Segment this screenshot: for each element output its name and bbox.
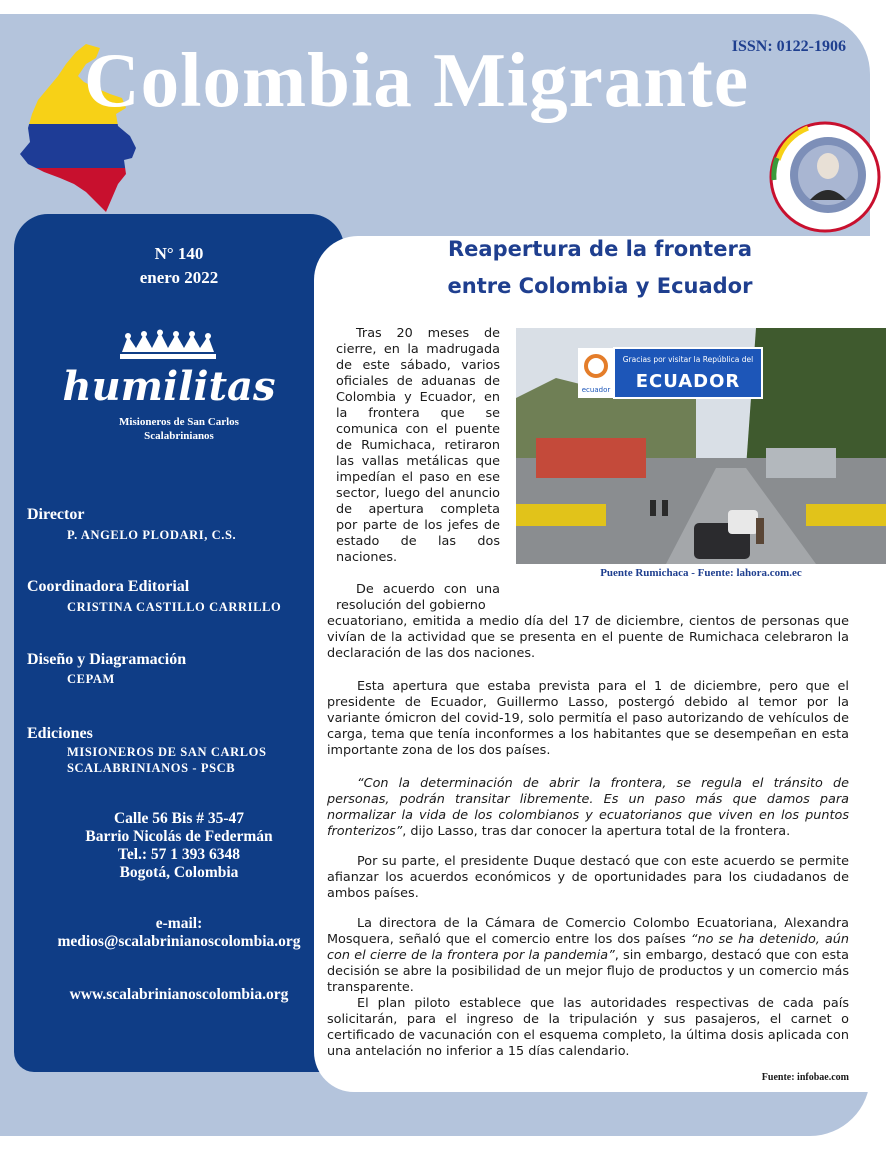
editor-name: CRISTINA CASTILLO CARRILLO xyxy=(67,600,282,614)
lasso-quote: “Con la determinación de abrir la frontera, se regula el tránsito de personas, podrán transitar libremente. Es un paso más que damos para normalizar la vida de los colombianos y ecuatorianos que viven en los puntos fronterizos” xyxy=(327,776,849,839)
svg-text:humilitas: humilitas xyxy=(62,363,276,410)
paragraph-6-b: , sin embargo, destacó que con esta decisión se abre la posibilidad de un mejor flujo de productos y un comercio más transparente. xyxy=(327,948,849,995)
design-name: CEPAM xyxy=(67,672,115,686)
editions-line-1: MISIONEROS DE SAN CARLOS xyxy=(67,745,267,759)
email-address[interactable]: medios@scalabrinianoscolombia.org xyxy=(57,933,301,950)
email-label: e-mail: xyxy=(155,915,203,932)
editions-line-2: SCALABRINIANOS - PSCB xyxy=(67,761,236,775)
address-street: Calle 56 Bis # 35-47 xyxy=(113,810,245,827)
lasso-quote-tail: , dijo Lasso, tras dar conocer la apertura total de la frontera. xyxy=(402,824,791,839)
photo-sign-big-text: ECUADOR xyxy=(635,371,741,392)
director-name: P. ANGELO PLODARI, C.S. xyxy=(67,528,237,542)
headline-line-2: entre Colombia y Ecuador xyxy=(447,274,753,298)
mosquera-quote: “no se ha detenido, aún con el cierre de la frontera por la pandemia” xyxy=(327,932,849,963)
org-line-1: Misioneros de San Carlos xyxy=(119,416,239,428)
address-phone: Tel.: 57 1 393 6348 xyxy=(117,846,241,863)
issn-number: ISSN: 0122-1906 xyxy=(731,38,846,55)
paragraph-4 xyxy=(327,776,849,840)
address-city: Bogotá, Colombia xyxy=(119,864,239,881)
director-label: Director xyxy=(27,506,85,523)
editor-label: Coordinadora Editorial xyxy=(27,578,190,595)
paragraph-2-rest: ecuatoriano, emitida a medio día del 17 de diciembre, cientos de personas que vivían de la actividad que se presenta en el puente de Rumichaca celebraron la declaración de las dos naciones. xyxy=(327,614,849,661)
address-barrio: Barrio Nicolás de Federmán xyxy=(85,828,273,845)
scalabrini-seal-icon xyxy=(768,120,882,234)
org-line-2: Scalabrinianos xyxy=(144,430,214,442)
photo-caption: Puente Rumichaca - Fuente: lahora.com.ec xyxy=(600,567,802,579)
article-panel xyxy=(314,236,886,1092)
paragraph-6-a: La directora de la Cámara de Comercio Colombo Ecuatoriana, Alexandra Mosquera, señaló que el comercio entre los dos países xyxy=(327,916,849,947)
paragraph-2-start: De acuerdo con una resolución del gobierno xyxy=(336,582,500,613)
website-link[interactable]: www.scalabrinianoscolombia.org xyxy=(69,986,289,1003)
paragraph-5: Por su parte, el presidente Duque destacó que con este acuerdo se permite afianzar los acuerdos económicos y de oportunidades para los ciudadanos de ambos países. xyxy=(327,854,849,901)
issue-number: N° 140 xyxy=(154,244,204,263)
sidebar xyxy=(14,214,344,1072)
photo-sign-small-text: Gracias por visitar la República del xyxy=(622,355,754,364)
paragraph-7: El plan piloto establece que las autoridades respectivas de cada país solicitarán, para el ingreso de la tripulación y sus pasajeros, el carnet o certificado de vacunación con el esquema completo, la última dosis aplicada con una antelación no inferior a 15 días calendario. xyxy=(327,996,849,1059)
magazine-title: Colombia Migrante xyxy=(84,37,749,123)
border-bridge-photo xyxy=(516,328,886,564)
photo-logo-text: ecuador xyxy=(581,386,611,394)
issue-date: enero 2022 xyxy=(139,268,219,287)
design-label: Diseño y Diagramación xyxy=(27,651,187,668)
editions-label: Ediciones xyxy=(27,725,93,742)
paragraph-6 xyxy=(327,916,849,996)
humilitas-logo-icon xyxy=(62,332,276,416)
article-source: Fuente: infobae.com xyxy=(761,1072,849,1083)
paragraph-1: Tras 20 meses de cierre, en la madrugada de este sábado, varios oficiales de aduanas de Colombia y Ecuador, en la frontera que se comunica con el puente de Rumichaca, retiraron las vallas metálicas que impedían el paso en ese sector, luego del anuncio de apertura completa por parte de los jefes de estado de las dos naciones. xyxy=(336,326,500,565)
headline-line-1: Reapertura de la frontera xyxy=(448,237,752,261)
paragraph-3: Esta apertura que estaba prevista para el 1 de diciembre, pero que el presidente de Ecuador, Guillermo Lasso, postergó debido al temor por la variante ómicron del covid-19, solo permitía el paso autorizando de vehículos de carga, tema que tenía inconformes a los habitantes que se desempeñan en esta importante zona de los dos países. xyxy=(327,679,849,758)
